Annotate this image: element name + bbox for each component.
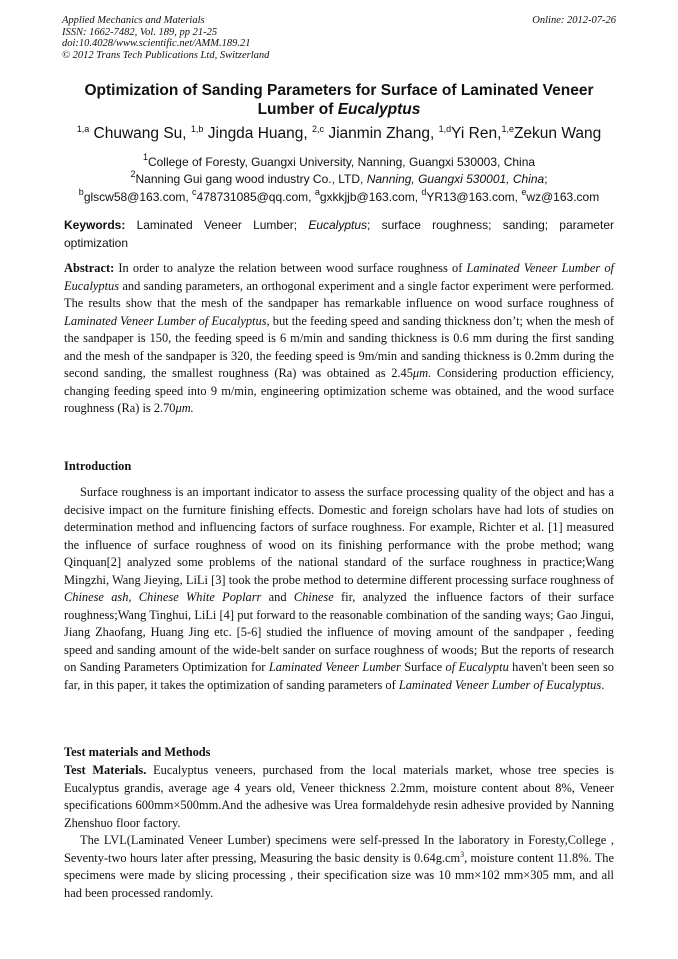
abstract (64, 260, 614, 418)
keywords-text-1: Laminated Veneer Lumber; (125, 218, 309, 232)
intro-italic-3: Laminated Veneer Lumber (268, 660, 401, 674)
keywords-text-2: ; surface roughness; sanding; parameter optimization (64, 218, 614, 250)
intro-text-2: and (261, 590, 294, 604)
abstract-text-2: and sanding parameters, an orthogonal experiment and a single factor experiment were performed. The results show that the mesh of the sandpaper has remarkable influence on wood surface roughness of (64, 278, 614, 310)
author-1: Chuwang Su, (93, 125, 187, 142)
intro-text-4: Surface (400, 660, 446, 674)
email-5: wz@163.com (526, 190, 600, 204)
intro-italic-1: Chinese ash, Chinese White Poplarr (64, 590, 262, 604)
methods-text-2b: , moisture content 11.8%. The specimens were made by slicing processing , their specification size was 10 mm×102 mm×305 mm, and all had been processed randomly. (64, 850, 614, 900)
email-1-sup: b (78, 187, 84, 197)
abstract-text-3: , but the feeding speed and sanding thickness don’t; when the mesh of the sandpaper is 150, the feeding speed is 6 m/min and sanding thickness is 0.6 mm during the first sanding and the mesh of the sandpaper is 320, the feeding speed is 9m/min and sanding thickness is 0.2mm during the second sanding, the smallest roughness (Ra) was obtained as 2.45 (64, 313, 614, 380)
author-5-sup: 1,e (501, 124, 514, 134)
title-line-2-text: Lumber of (257, 101, 338, 118)
author-2: Jingda Huang, (207, 125, 308, 142)
keywords (64, 216, 614, 252)
methods-sup: 3 (460, 849, 465, 859)
abstract-italic-4: μm. (175, 401, 194, 415)
paper-title (64, 81, 614, 119)
author-3: Jianmin Zhang, (328, 125, 435, 142)
email-5-sup: e (521, 187, 527, 197)
author-3-sup: 2,c (312, 124, 325, 134)
introduction-body (64, 484, 614, 694)
author-1-sup: 1,a (76, 124, 90, 134)
methods-body (64, 762, 614, 902)
intro-text-5: haven't been seen so far, in this paper, it takes the optimization of sanding parameters of (64, 660, 614, 692)
email-2-sup: c (192, 187, 197, 197)
affiliation-2-end: ; (544, 172, 548, 186)
methods-heading: Test materials and Methods (64, 745, 211, 759)
affiliation-1-text: College of Foresty, Guangxi University, Nanning, Guangxi 530003, China (147, 155, 536, 169)
intro-italic-4: of Eucalyptu (445, 660, 509, 674)
author-4: Yi Ren, (451, 125, 502, 142)
email-3-sup: a (314, 187, 320, 197)
affiliation-1-sup: 1 (142, 152, 148, 162)
abstract-label: Abstract: (64, 261, 115, 275)
abstract-italic-2: Laminated Veneer Lumber of Eucalyptus (64, 313, 267, 328)
online-date: Online: 2012-07-26 (532, 15, 616, 26)
title-line-2-italic: Eucalyptus (337, 101, 421, 118)
author-2-sup: 1,b (190, 124, 204, 134)
title-line-1: Optimization of Sanding Parameters for Surface of Laminated Veneer (84, 82, 594, 99)
email-3: gxkkjjb@163.com, (319, 190, 422, 204)
email-list (64, 187, 614, 205)
affiliation-2-text: Nanning Gui gang wood industry Co., LTD, (135, 172, 367, 186)
introduction-heading: Introduction (64, 459, 132, 473)
email-2: 478731085@qq.com, (196, 190, 315, 204)
affiliation-1 (64, 152, 614, 170)
author-5: Zekun Wang (513, 125, 602, 142)
intro-text-3: fir, analyzed the influence factors of their surface roughness;Wang Tinghui, LiLi [4] put forward to the reasonable combination of the sanding ways; Gao Jingui, Jiang Zhaofang, Huang Jing etc. [5-6] studied the influence of moving amount of the sandpaper , feeding speed and sanding amount of the wide-belt sander on surface roughness of woods; But the reports of research on Sanding Parameters Optimization for (64, 590, 614, 674)
journal-copyright: © 2012 Trans Tech Publications Ltd, Switzerland (62, 49, 270, 61)
keywords-italic: Eucalyptus (308, 218, 368, 232)
intro-italic-2: Chinese (293, 590, 334, 604)
intro-italic-5: Laminated Veneer Lumber of Eucalyptus (398, 677, 602, 692)
affiliation-2 (64, 169, 614, 187)
intro-text-1: Surface roughness is an important indicator to assess the surface processing quality of the object and has a decisive impact on the furniture finishing effects. Domestic and foreign scholars have had lots of studies on determination method and influencing factors of surface roughness. For example, Richter et al. [1] measured the influence of surface roughness of wood on its finishing performance with the probe method; wang Qinquan[2] analyzed some problems of the national standard of the surface roughness in practice;Wang Mingzhi, Wang Jieying, LiLi [3] took the probe method to determine different processing surface roughness of (64, 485, 614, 587)
methods-text-1: Eucalyptus veneers, purchased from the local materials market, whose tree species is Eucalyptus grandis, average age 4 years old, Veneer thickness 2.2mm, moisture content about 8%, Veneer specifications 600mm×500mm.And the adhesive was Urea formaldehyde resin adhesive provided by Nanning Zhenshuo floor factory. (64, 763, 614, 830)
author-list (64, 124, 614, 144)
abstract-text-4: Considering production efficiency, changing feeding speed into 9 m/min, engineering optimization scheme was obtained, and the wood surface roughness (Ra) is 2.70 (64, 366, 614, 415)
email-4-sup: d (421, 187, 427, 197)
title-line-2 (64, 100, 614, 119)
keywords-label: Keywords: (64, 218, 126, 232)
email-4: YR13@163.com, (426, 190, 522, 204)
journal-issn: ISSN: 1662-7482, Vol. 189, pp 21-25 (62, 26, 218, 38)
abstract-text-1: In order to analyze the relation between wood surface roughness of (114, 261, 467, 275)
methods-text-2a: The LVL(Laminated Veneer Lumber) specimens were self-pressed In the laboratory in Foresty,College , Seventy-two hours later after pressing, Measuring the basic density is 0.64g.cm (64, 833, 614, 865)
abstract-italic-3: μm. (412, 366, 432, 380)
journal-header (62, 15, 269, 61)
email-1: glscw58@163.com, (83, 190, 193, 204)
intro-text-6: . (601, 677, 605, 692)
abstract-italic-1: Laminated Veneer Lumber of Eucalyptus (64, 261, 614, 293)
journal-name: Applied Mechanics and Materials (62, 15, 205, 26)
affiliation-2-italic: Nanning, Guangxi 530001, China (366, 172, 545, 186)
journal-doi: doi:10.4028/www.scientific.net/AMM.189.21 (62, 38, 251, 50)
author-4-sup: 1,d (438, 124, 452, 134)
methods-label: Test Materials. (64, 763, 147, 777)
affiliation-2-sup: 2 (130, 169, 136, 179)
